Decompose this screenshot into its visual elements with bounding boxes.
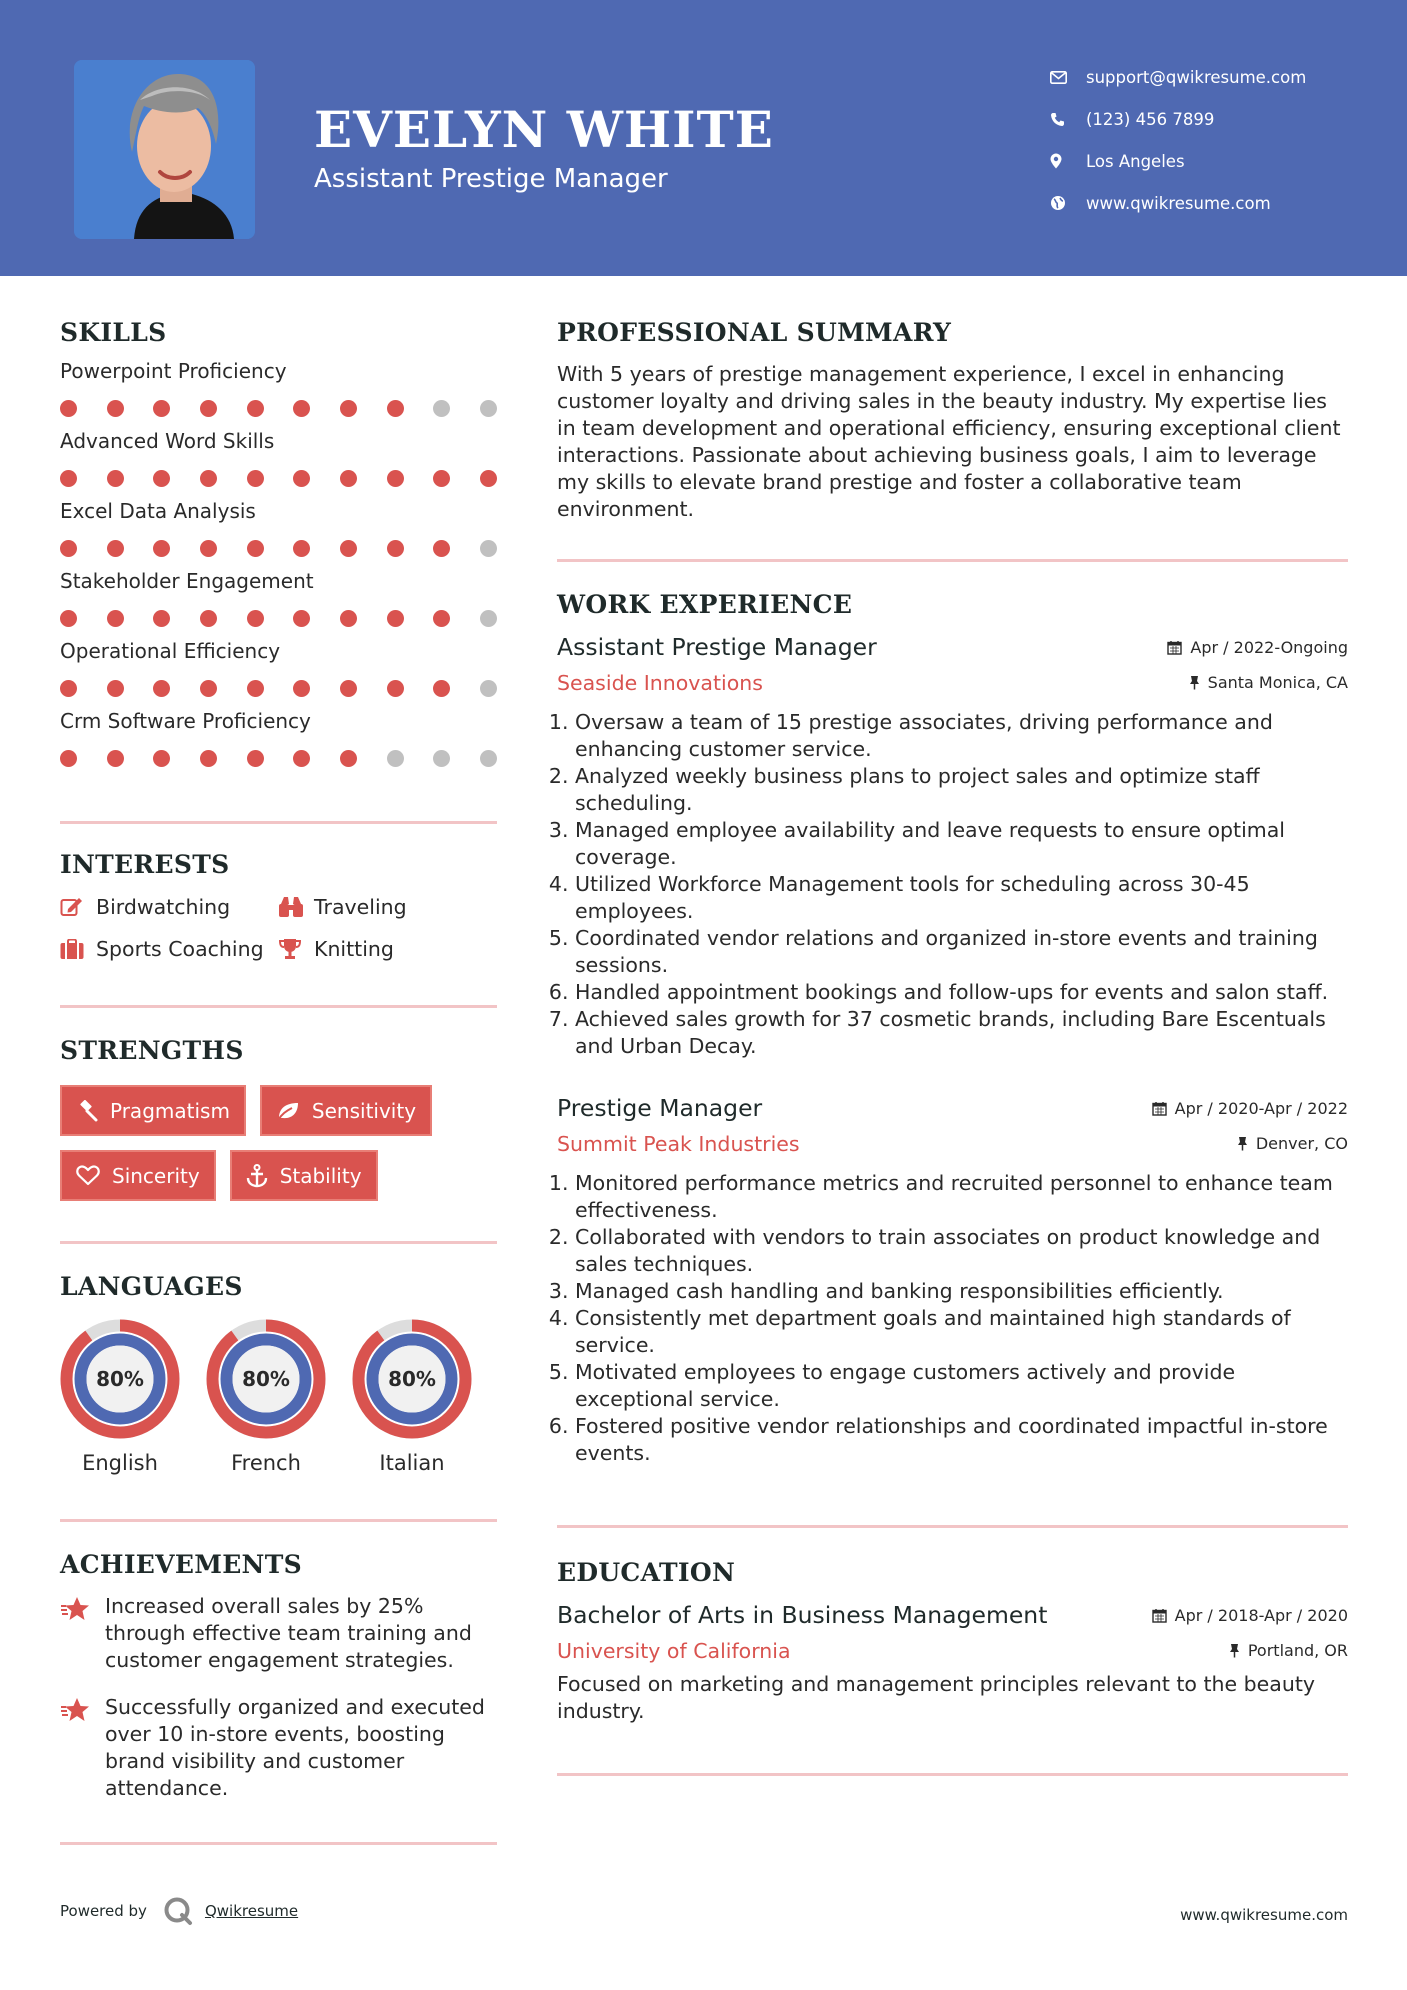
summary-heading: PROFESSIONAL SUMMARY	[557, 318, 952, 347]
phone-icon	[1050, 112, 1086, 127]
footer-website-link[interactable]: www.qwikresume.com	[1180, 1906, 1348, 1924]
degree-title: Bachelor of Arts in Business Management	[557, 1601, 1048, 1629]
contact-email[interactable]	[1050, 56, 1306, 98]
rating-dot-filled	[107, 610, 124, 627]
calendar-icon	[1167, 640, 1182, 655]
skill-name: Excel Data Analysis	[60, 499, 256, 523]
duty-item: 2. Analyzed weekly business plans to project sales and optimize staff scheduling.	[575, 763, 1348, 817]
company-name: Seaside Innovations	[557, 671, 763, 695]
rating-dot-filled	[480, 470, 497, 487]
rating-dot-filled	[433, 610, 450, 627]
skill-name: Advanced Word Skills	[60, 429, 275, 453]
rating-dot-empty	[433, 750, 450, 767]
pencil-square-icon	[60, 896, 96, 918]
section-divider	[557, 1525, 1348, 1528]
strength-label: Stability	[279, 1163, 362, 1188]
leaf-icon	[276, 1101, 300, 1121]
interests-heading: INTERESTS	[60, 850, 230, 879]
resume-header	[0, 0, 1407, 276]
education-section	[557, 1558, 1348, 1725]
rating-dot-filled	[387, 610, 404, 627]
contact-phone[interactable]	[1050, 98, 1306, 140]
job-entry	[557, 1094, 1348, 1467]
rating-dot-filled	[247, 470, 264, 487]
rating-dot-filled	[107, 400, 124, 417]
portrait-image	[74, 60, 255, 239]
rating-dot-empty	[480, 540, 497, 557]
rating-dot-filled	[107, 680, 124, 697]
duty-item: 4. Utilized Workforce Management tools for scheduling across 30-45 employees.	[575, 871, 1348, 925]
section-divider	[60, 1519, 497, 1522]
gavel-icon	[76, 1100, 98, 1122]
qwikresume-link[interactable]: Qwikresume	[204, 1902, 299, 1920]
achievement-text: Increased overall sales by 25% through effective team training and customer engagement strategies.	[105, 1594, 472, 1672]
education-heading: EDUCATION	[557, 1558, 736, 1587]
duty-item: 5. Motivated employees to engage customers actively and provide exceptional service.	[575, 1359, 1348, 1413]
rating-dot-filled	[340, 750, 357, 767]
rating-dot-filled	[340, 400, 357, 417]
skill-item	[60, 359, 497, 417]
rating-dot-filled	[340, 540, 357, 557]
rating-dot-filled	[60, 540, 77, 557]
rating-dot-filled	[293, 610, 310, 627]
rating-dot-filled	[247, 400, 264, 417]
duty-item: 4. Consistently met department goals and maintained high standards of service.	[575, 1305, 1348, 1359]
rating-dot-filled	[60, 610, 77, 627]
achievement-item	[60, 1593, 497, 1674]
education-entry	[557, 1601, 1348, 1725]
skill-rating	[60, 400, 497, 417]
skill-rating	[60, 750, 497, 767]
rating-dot-filled	[433, 680, 450, 697]
languages-section	[60, 1272, 497, 1475]
rating-dot-filled	[433, 470, 450, 487]
duty-item: 1. Oversaw a team of 15 prestige associates, driving performance and enhancing customer service.	[575, 709, 1348, 763]
job-location-text: Denver, CO	[1255, 1134, 1348, 1153]
language-ring	[60, 1319, 180, 1439]
strengths-list	[60, 1085, 497, 1201]
rating-dot-filled	[340, 680, 357, 697]
languages-list	[60, 1319, 497, 1475]
rating-dot-empty	[480, 610, 497, 627]
strength-tag	[60, 1150, 216, 1201]
rating-dot-filled	[293, 470, 310, 487]
interest-label: Sports Coaching	[96, 937, 264, 961]
rating-dot-filled	[200, 750, 217, 767]
skill-name: Powerpoint Proficiency	[60, 359, 287, 383]
job-title: Prestige Manager	[557, 1094, 763, 1122]
interest-item	[278, 937, 488, 961]
skill-name: Operational Efficiency	[60, 639, 281, 663]
section-divider	[557, 1773, 1348, 1776]
contact-location-text: Los Angeles	[1086, 151, 1185, 171]
rating-dot-filled	[153, 400, 170, 417]
rating-dot-filled	[387, 470, 404, 487]
sidebar	[60, 318, 497, 1845]
rating-dot-filled	[247, 750, 264, 767]
rating-dot-filled	[153, 540, 170, 557]
language-item	[60, 1319, 180, 1475]
rating-dot-filled	[247, 680, 264, 697]
interest-item	[60, 937, 278, 961]
skill-rating	[60, 680, 497, 697]
skills-section	[60, 318, 497, 767]
contact-email-text: support@qwikresume.com	[1086, 67, 1307, 87]
achievement-item	[60, 1694, 497, 1802]
interest-label: Traveling	[314, 895, 407, 919]
rating-dot-empty	[387, 750, 404, 767]
rating-dot-filled	[60, 750, 77, 767]
skill-rating	[60, 610, 497, 627]
skill-item	[60, 709, 497, 767]
duty-item: 5. Coordinated vendor relations and organized in-store events and training sessions.	[575, 925, 1348, 979]
duty-item: 2. Collaborated with vendors to train associates on product knowledge and sales techniques.	[575, 1224, 1348, 1278]
rating-dot-filled	[107, 470, 124, 487]
candidate-title: Assistant Prestige Manager	[314, 164, 668, 194]
interest-item	[278, 895, 488, 919]
rating-dot-empty	[480, 750, 497, 767]
contact-website[interactable]	[1050, 182, 1306, 224]
rating-dot-filled	[387, 400, 404, 417]
rating-dot-filled	[293, 680, 310, 697]
language-item	[206, 1319, 326, 1475]
pushpin-icon	[1237, 1136, 1248, 1151]
rating-dot-filled	[433, 540, 450, 557]
language-name: English	[82, 1451, 158, 1475]
interests-section	[60, 850, 497, 961]
experience-section	[557, 590, 1348, 1467]
section-divider	[60, 1241, 497, 1244]
language-percent: 80%	[388, 1367, 436, 1391]
job-title: Assistant Prestige Manager	[557, 633, 877, 661]
summary-text: With 5 years of prestige management experience, I excel in enhancing customer loyalty and driving sales in the beauty industry. My expertise lies in team development and operational efficiency, ensuring exceptional client interactions. Passionate about achieving business goals, I aim to leverage my skills to elevate brand prestige and foster a collaborative team environment.	[557, 362, 1341, 521]
rating-dot-filled	[293, 540, 310, 557]
job-location	[1237, 1134, 1348, 1153]
job-entry	[557, 633, 1348, 1060]
job-location-text: Santa Monica, CA	[1207, 673, 1348, 692]
language-ring	[352, 1319, 472, 1439]
skills-heading: SKILLS	[60, 318, 167, 347]
duty-item: 3. Managed employee availability and leave requests to ensure optimal coverage.	[575, 817, 1348, 871]
rating-dot-filled	[200, 680, 217, 697]
strengths-heading: STRENGTHS	[60, 1036, 244, 1065]
calendar-icon	[1152, 1608, 1167, 1623]
rating-dot-filled	[153, 750, 170, 767]
rating-dot-filled	[107, 540, 124, 557]
job-dates	[1167, 638, 1348, 657]
job-duties	[557, 709, 1348, 1060]
rating-dot-filled	[200, 540, 217, 557]
strength-tag	[260, 1085, 432, 1136]
school-name: University of California	[557, 1639, 791, 1663]
contact-list	[1050, 56, 1306, 224]
duty-item: 6. Handled appointment bookings and follow-ups for events and salon staff.	[575, 979, 1348, 1006]
footer-powered-by	[60, 1896, 298, 1926]
star-badge-icon	[60, 1593, 105, 1674]
languages-heading: LANGUAGES	[60, 1272, 243, 1301]
strength-tag	[230, 1150, 378, 1201]
rating-dot-filled	[200, 470, 217, 487]
language-name: Italian	[379, 1451, 445, 1475]
envelope-icon	[1050, 71, 1086, 84]
rating-dot-filled	[340, 470, 357, 487]
section-divider	[60, 1842, 497, 1845]
rating-dot-filled	[153, 470, 170, 487]
skill-rating	[60, 470, 497, 487]
education-location-text: Portland, OR	[1247, 1641, 1348, 1660]
map-pin-icon	[1050, 153, 1086, 169]
job-dates-text: Apr / 2020-Apr / 2022	[1174, 1099, 1348, 1118]
duty-item: 3. Managed cash handling and banking responsibilities efficiently.	[575, 1278, 1348, 1305]
trophy-icon	[278, 938, 314, 960]
section-divider	[60, 1005, 497, 1008]
rating-dot-filled	[293, 750, 310, 767]
rating-dot-filled	[387, 540, 404, 557]
education-description: Focused on marketing and management principles relevant to the beauty industry.	[557, 1672, 1315, 1723]
rating-dot-empty	[480, 680, 497, 697]
language-item	[352, 1319, 472, 1475]
rating-dot-filled	[247, 610, 264, 627]
rating-dot-filled	[200, 610, 217, 627]
skill-name: Stakeholder Engagement	[60, 569, 314, 593]
achievements-section	[60, 1550, 497, 1802]
language-percent: 80%	[242, 1367, 290, 1391]
rating-dot-filled	[60, 680, 77, 697]
candidate-name: EVELYN WHITE	[314, 100, 774, 159]
summary-section	[557, 318, 1348, 523]
anchor-icon	[246, 1164, 268, 1188]
skill-rating	[60, 540, 497, 557]
skill-name: Crm Software Proficiency	[60, 709, 311, 733]
star-badge-icon	[60, 1694, 105, 1802]
interest-label: Knitting	[314, 937, 394, 961]
rating-dot-filled	[107, 750, 124, 767]
duty-item: 1. Monitored performance metrics and recruited personnel to enhance team effectiveness.	[575, 1170, 1348, 1224]
experience-heading: WORK EXPERIENCE	[557, 590, 853, 619]
profile-photo	[74, 60, 255, 239]
contact-location	[1050, 140, 1306, 182]
rating-dot-filled	[153, 680, 170, 697]
skill-item	[60, 639, 497, 697]
contact-phone-text: (123) 456 7899	[1086, 109, 1215, 129]
skill-item	[60, 499, 497, 557]
main-content	[557, 318, 1348, 1776]
rating-dot-filled	[60, 400, 77, 417]
job-dates	[1152, 1099, 1348, 1118]
education-dates	[1152, 1606, 1348, 1625]
rating-dot-filled	[340, 610, 357, 627]
section-divider	[60, 821, 497, 824]
briefcase-icon	[60, 939, 96, 960]
pushpin-icon	[1229, 1643, 1240, 1658]
education-dates-text: Apr / 2018-Apr / 2020	[1174, 1606, 1348, 1625]
skills-list	[60, 359, 497, 767]
interests-list	[60, 895, 497, 961]
duty-item: 6. Fostered positive vendor relationships and coordinated impactful in-store events.	[575, 1413, 1348, 1467]
language-name: French	[231, 1451, 301, 1475]
education-location	[1229, 1641, 1348, 1660]
rating-dot-filled	[247, 540, 264, 557]
skill-item	[60, 429, 497, 487]
job-location	[1189, 673, 1348, 692]
globe-icon	[1050, 195, 1086, 211]
rating-dot-filled	[293, 400, 310, 417]
rating-dot-filled	[60, 470, 77, 487]
strengths-section	[60, 1036, 497, 1201]
strength-label: Sincerity	[112, 1163, 200, 1188]
pushpin-icon	[1189, 675, 1200, 690]
duty-item: 7. Achieved sales growth for 37 cosmetic brands, including Bare Escentuals and Urban Decay.	[575, 1006, 1348, 1060]
skill-item	[60, 569, 497, 627]
rating-dot-filled	[153, 610, 170, 627]
rating-dot-filled	[387, 680, 404, 697]
achievement-text: Successfully organized and executed over 10 in-store events, boosting brand visibility and customer attendance.	[105, 1695, 485, 1800]
strength-tag	[60, 1085, 246, 1136]
heart-icon	[76, 1165, 100, 1186]
language-ring	[206, 1319, 326, 1439]
company-name: Summit Peak Industries	[557, 1132, 800, 1156]
strength-label: Sensitivity	[311, 1098, 417, 1123]
qwikresume-logo-icon	[163, 1896, 193, 1926]
calendar-icon	[1152, 1101, 1167, 1116]
powered-by-label: Powered by	[60, 1902, 147, 1920]
section-divider	[557, 559, 1348, 562]
strength-label: Pragmatism	[110, 1098, 230, 1123]
rating-dot-filled	[200, 400, 217, 417]
interest-label: Birdwatching	[96, 895, 231, 919]
language-percent: 80%	[96, 1367, 144, 1391]
rating-dot-empty	[480, 400, 497, 417]
job-duties	[557, 1170, 1348, 1467]
interest-item	[60, 895, 278, 919]
contact-website-text: www.qwikresume.com	[1086, 193, 1271, 213]
rating-dot-empty	[433, 400, 450, 417]
job-dates-text: Apr / 2022-Ongoing	[1190, 638, 1348, 657]
achievements-heading: ACHIEVEMENTS	[60, 1550, 302, 1579]
binoculars-icon	[278, 896, 314, 918]
